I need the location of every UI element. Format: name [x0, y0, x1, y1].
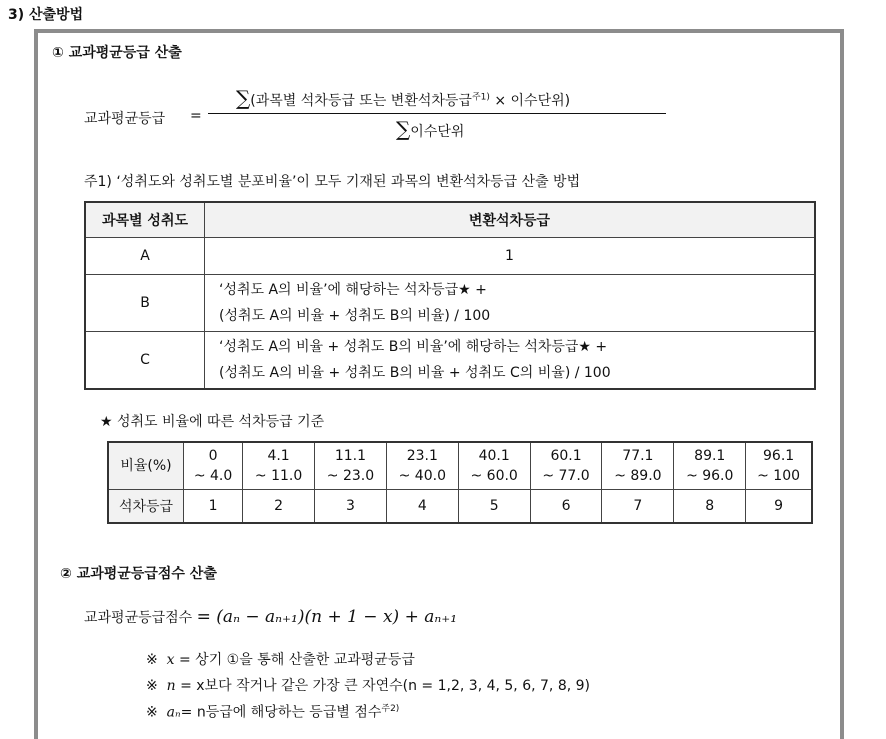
converted-cell: [205, 332, 816, 390]
table-row: [85, 238, 815, 275]
table-row: [85, 332, 815, 390]
converted-line2: (성취도 A의 비율 + 성취도 B의 비율 + 성취도 C의 비율) / 100: [219, 365, 611, 381]
section2-title: ② 교과평균등급점수 산출: [60, 566, 217, 582]
ratio-cell: 23.1 ~ 40.0: [386, 442, 458, 490]
grade-cell: B: [85, 275, 205, 332]
numerator-text: (과목별 석차등급 또는 변환석차등급: [250, 93, 472, 109]
formula2-label: 교과평균등급점수: [84, 610, 193, 626]
content-frame: [34, 29, 844, 739]
formula2-expression: = (aₙ − aₙ₊₁)(n + 1 − x) + aₙ₊₁: [196, 607, 458, 627]
grade-cell: C: [85, 332, 205, 390]
section1-title: ① 교과평균등급 산출: [52, 45, 182, 61]
note-a: ※ aₙ= n등급에 해당하는 등급별 점수$^{주2)}$: [146, 704, 400, 721]
note-n: ※ n = x보다 작거나 같은 가장 큰 자연수(n = 1,2, 3, 4, 5, 6, 7, 8, 9): [146, 678, 590, 694]
ratio-cell: 0 ~ 4.0: [184, 442, 243, 490]
grade-cell: 6: [530, 490, 602, 524]
sigma-symbol: ∑: [396, 117, 411, 141]
table-row: [108, 442, 812, 490]
ratio-cell: 89.1 ~ 96.0: [674, 442, 746, 490]
grade-cell: 5: [458, 490, 530, 524]
ratio-cell: 77.1 ~ 89.0: [602, 442, 674, 490]
denominator-text: 이수단위: [410, 124, 465, 140]
table1-header-grade: 과목별 성취도: [85, 202, 205, 238]
grade-cell: 2: [243, 490, 315, 524]
conversion-table: [84, 201, 816, 390]
formula1-numerator: [236, 86, 570, 110]
ratio-header: 비율(%): [108, 442, 184, 490]
numerator-footnote: 주1): [471, 92, 490, 103]
note-x: ※ x = 상기 ①을 통해 산출한 교과평균등급: [146, 652, 415, 668]
grade-cell: 7: [602, 490, 674, 524]
table1-header-converted: 변환석차등급: [205, 202, 816, 238]
sigma-symbol: ∑: [236, 86, 251, 110]
grade-cell: 3: [315, 490, 387, 524]
converted-line2: (성취도 A의 비율 + 성취도 B의 비율) / 100: [219, 308, 491, 324]
ratio-cell: 60.1 ~ 77.0: [530, 442, 602, 490]
converted-cell: 1: [205, 238, 816, 275]
table-row: [108, 490, 812, 524]
converted-line1: ‘성취도 A의 비율 + 성취도 B의 비율’에 해당하는 석차등급★ +: [219, 339, 608, 355]
grade-cell: 9: [746, 490, 812, 524]
ratio-cell: 4.1 ~ 11.0: [243, 442, 315, 490]
ratio-cell: 96.1 ~ 100: [746, 442, 812, 490]
grade-cell: 4: [386, 490, 458, 524]
formula1-denominator: [396, 117, 464, 141]
ratio-cell: 11.1 ~ 23.0: [315, 442, 387, 490]
ratio-cell: 40.1 ~ 60.0: [458, 442, 530, 490]
footnote1: 주1) ‘성취도와 성취도별 분포비율’이 모두 기재된 과목의 변환석차등급 산출 방법: [84, 174, 581, 190]
grade-header: 석차등급: [108, 490, 184, 524]
grade-cell: 1: [184, 490, 243, 524]
grade-cell: A: [85, 238, 205, 275]
numerator-suffix: × 이수단위): [489, 93, 571, 109]
fraction-line: [208, 113, 666, 114]
ratio-grade-table: [107, 441, 813, 524]
formula1-equals: =: [190, 108, 202, 124]
converted-cell: [205, 275, 816, 332]
page-heading: 3) 산출방법: [8, 7, 84, 23]
formula2: [84, 607, 457, 627]
table-row: [85, 275, 815, 332]
formula1-label: 교과평균등급: [84, 111, 166, 127]
converted-line1: ‘성취도 A의 비율’에 해당하는 석차등급★ +: [219, 282, 487, 298]
star-note: ★ 성취도 비율에 따른 석차등급 기준: [100, 414, 325, 430]
grade-cell: 8: [674, 490, 746, 524]
